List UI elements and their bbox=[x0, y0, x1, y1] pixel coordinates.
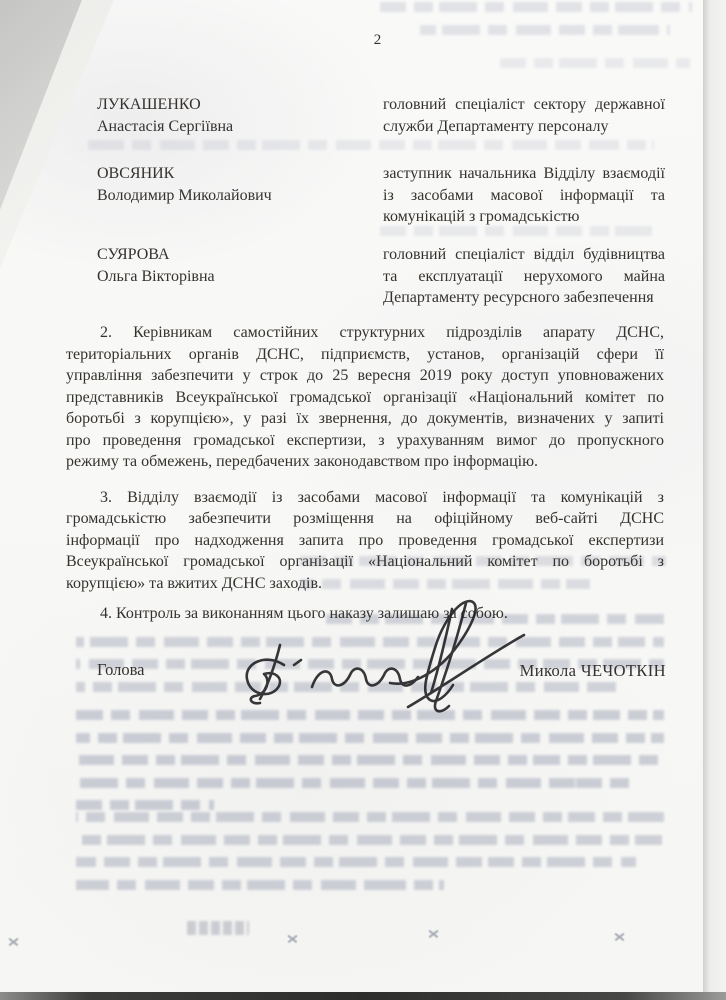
paragraph-line: представників Всеукраїнської громадської організації «Національний комітет по bbox=[66, 388, 664, 406]
signatory-surname: ОВСЯНИК bbox=[97, 165, 175, 182]
signature-stroke bbox=[294, 660, 301, 665]
signatory-name-ovsianyk bbox=[97, 163, 367, 207]
paragraph-line: корупцією» та вжитих ДСНС заходів. bbox=[66, 574, 322, 592]
bleedthrough-line bbox=[380, 2, 692, 12]
page-number: 2 bbox=[373, 32, 383, 48]
signatory-given-name: Анастасія Сергіївна bbox=[97, 118, 234, 135]
title-line: головний спеціаліст сектору державної bbox=[383, 96, 665, 113]
faint-x-mark bbox=[614, 931, 625, 942]
bleedthrough-line bbox=[76, 733, 664, 743]
bleedthrough-block-lower bbox=[76, 710, 664, 823]
signatory-title-lukashenko bbox=[383, 94, 665, 137]
paragraph-line: про проведення громадської експертизи, з урахуванням вимог до пропускного bbox=[66, 431, 664, 449]
handwritten-signature bbox=[190, 593, 530, 723]
bleedthrough-line bbox=[76, 857, 636, 867]
paragraph-line: громадськістю забезпечити розміщення на офіційному веб-сайті ДСНС bbox=[66, 510, 664, 527]
bleedthrough-block bbox=[88, 140, 654, 163]
paragraph-line: територіальних органів ДСНС, підприємств, установ, організацій сфери її bbox=[66, 345, 664, 363]
page-right-edge bbox=[703, 0, 726, 992]
paragraph-2 bbox=[66, 322, 664, 473]
faint-x-mark bbox=[8, 936, 19, 947]
bleedthrough-line bbox=[76, 812, 664, 822]
title-line: та експлуатації нерухомого майна bbox=[383, 267, 665, 285]
signatory-surname: СУЯРОВА bbox=[97, 246, 170, 263]
signatory-name-lukashenko bbox=[97, 94, 367, 138]
title-line: Департаменту ресурсного забезпечення bbox=[383, 289, 654, 306]
bleedthrough-line bbox=[76, 778, 631, 788]
closing-position-label: Голова bbox=[97, 660, 145, 679]
paragraph-line: Всеукраїнської громадської організації «Національний комітет по боротьбі з bbox=[66, 553, 664, 570]
paragraph-line: 4. Контроль за виконанням цього наказу залишаю за собою. bbox=[100, 605, 508, 622]
bleedthrough-block-top bbox=[380, 2, 692, 47]
bleedthrough-line bbox=[76, 880, 444, 890]
signature-stroke bbox=[408, 635, 524, 707]
bleedthrough-line bbox=[76, 800, 214, 810]
paragraph-line: інформації про надходження запита про проведення громадської експертизи bbox=[66, 531, 664, 549]
paragraph-line: 2. Керівникам самостійних структурних підрозділів апарату ДСНС, bbox=[100, 324, 664, 341]
faint-x-mark bbox=[287, 933, 298, 944]
faint-x-mark bbox=[428, 928, 439, 939]
bleedthrough-line bbox=[380, 226, 652, 236]
closing-signer-name: Микола ЧЕЧОТКІН bbox=[519, 661, 666, 680]
bleedthrough-line bbox=[500, 58, 690, 68]
signatory-name-suiarova bbox=[97, 244, 367, 288]
signature-stroke bbox=[247, 660, 284, 704]
bleedthrough-block-bottom bbox=[76, 812, 664, 902]
signatory-title-ovsianyk bbox=[383, 163, 665, 228]
title-line: заступник начальника Відділу взаємодії bbox=[383, 165, 665, 182]
bleedthrough-line bbox=[420, 25, 670, 35]
scanner-bottom-edge bbox=[0, 992, 726, 1000]
bleedthrough-block bbox=[500, 58, 690, 81]
document-body bbox=[66, 322, 664, 625]
bleedthrough-line bbox=[76, 835, 664, 845]
signatory-title-suiarova bbox=[383, 244, 665, 309]
signatory-given-name: Ольга Вікторівна bbox=[97, 268, 215, 285]
bleedthrough-line bbox=[88, 140, 654, 150]
bleedthrough-line bbox=[76, 755, 664, 765]
paragraph-line: боротьбі з корупцією», у разі їх звернення, до документів, визначених у запиті bbox=[66, 410, 664, 427]
title-line: із засобами масової інформації та bbox=[383, 186, 665, 204]
title-line: комунікацій з громадськістю bbox=[383, 208, 580, 225]
title-line: служби Департаменту персоналу bbox=[383, 117, 609, 135]
signatory-surname: ЛУКАШЕНКО bbox=[97, 96, 201, 113]
paragraph-3 bbox=[66, 487, 664, 595]
paragraph-line: 3. Відділу взаємодії із засобами масової інформації та комунікацій з bbox=[100, 488, 664, 506]
paragraph-line: управління забезпечити у строк до 25 вересня 2019 року доступ уповноважених bbox=[66, 367, 664, 384]
title-line: головний спеціаліст відділ будівництва bbox=[383, 246, 665, 263]
faint-number-blob bbox=[187, 921, 249, 935]
paragraph-line: режиму та обмежень, передбачених законодавством про інформацію. bbox=[66, 453, 539, 470]
signatory-given-name: Володимир Миколайович bbox=[97, 187, 272, 204]
